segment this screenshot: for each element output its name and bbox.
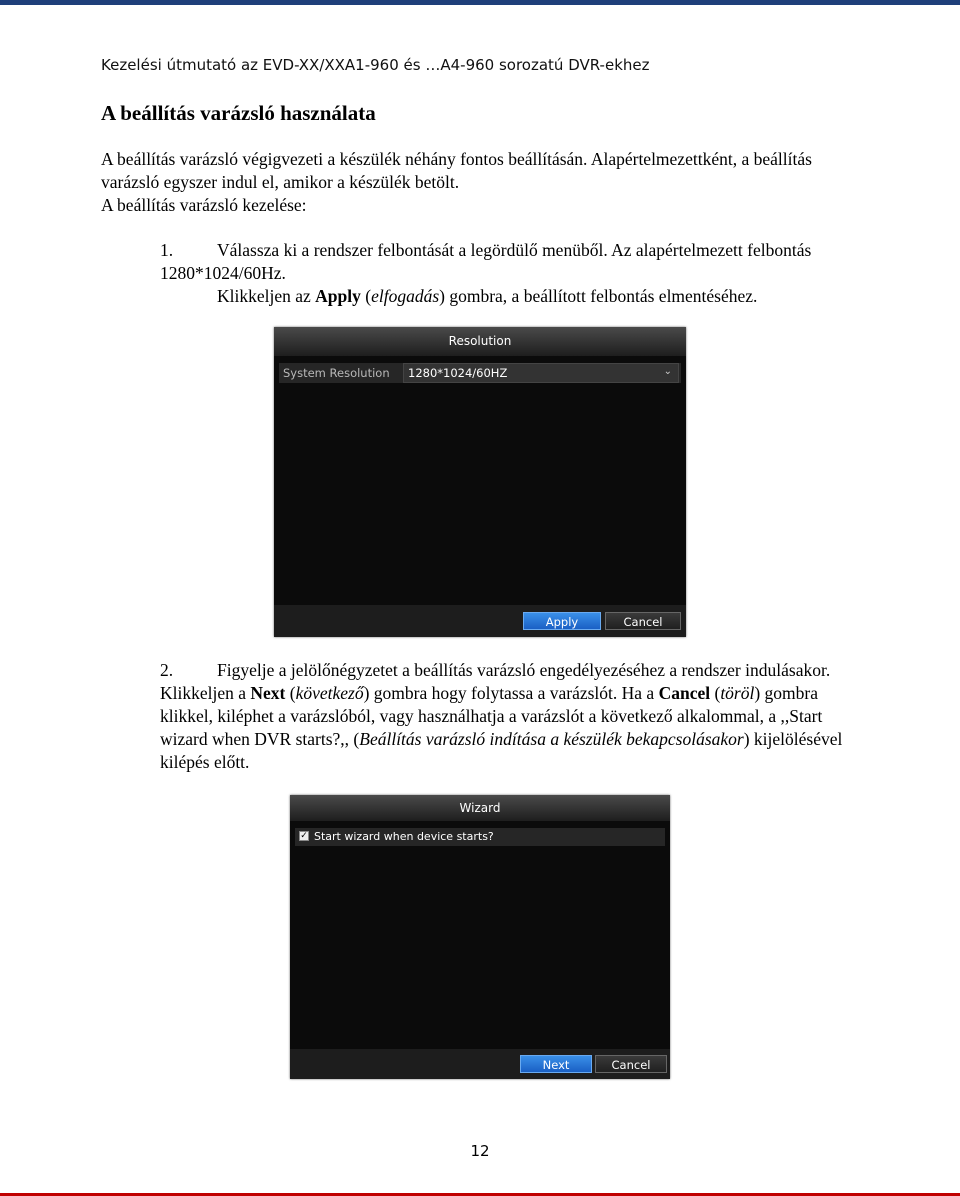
section-heading: A beállítás varázsló használata (101, 101, 376, 125)
resolution-dialog-title: Resolution (274, 327, 686, 356)
resolution-select[interactable] (403, 363, 679, 383)
start-wizard-checkbox[interactable]: ✓ (300, 831, 308, 841)
intro-lead: A beállítás varázsló kezelése: (101, 195, 307, 215)
system-resolution-row (279, 363, 681, 383)
step-2-text-5: ) gombra klikkel, kiléphet a varázslóból, vagy használhatja a varázslót a következő alkalommal, a ,,Start wizard when DVR starts?,, ( (160, 683, 823, 749)
page-number: 12 (470, 1142, 490, 1160)
intro-text: A beállítás varázsló végigvezeti a készülék néhány fontos beállításán. Alapértelmezettként, a beállítás varázsló egyszer indul el, amikor a készülék betölt. (101, 149, 812, 192)
running-header: Kezelési útmutató az EVD-XX/XXA1-960 és …A4-960 sorozatú DVR-ekhez (101, 56, 650, 74)
resolution-select-value: 1280*1024/60HZ (408, 366, 508, 380)
cancel-button[interactable]: Cancel (605, 612, 681, 630)
step-2-text-4: ( (710, 683, 721, 703)
apply-button[interactable]: Apply (523, 612, 601, 630)
system-resolution-label: System Resolution (283, 366, 390, 380)
option-translation: Beállítás varázsló indítása a készülék bekapcsolásakor (359, 729, 744, 749)
header-rule (0, 0, 960, 5)
wizard-dialog-title: Wizard (290, 795, 670, 821)
step-1-sub-post: ) gombra, a beállított felbontás elmentéséhez. (439, 286, 758, 306)
wizard-dialog-footer (290, 1049, 670, 1079)
apply-translation: elfogadás (371, 286, 440, 306)
step-2-text-6: ) kijelölésével kilépés előtt. (160, 729, 843, 772)
step-1-text: Válassza ki a rendszer felbontását a legördülő menüből. Az alapértelmezett felbontás 1280*1024/60Hz. (160, 240, 812, 283)
resolution-dialog (274, 327, 686, 637)
next-term: Next (250, 683, 286, 703)
step-2-text-1: Figyelje a jelölőnégyzetet a beállítás varázsló engedélyezéséhez a rendszer indulásakor. Klikkeljen a (160, 660, 831, 703)
step-1-number: 1. (160, 240, 174, 260)
step-1-sub-pre: Klikkeljen az (217, 286, 316, 306)
resolution-dialog-footer (274, 605, 686, 637)
step-2-text-2: ( (285, 683, 296, 703)
step-2-number: 2. (160, 660, 174, 680)
next-button[interactable]: Next (520, 1055, 592, 1073)
step-1 (160, 239, 860, 308)
next-translation: következő (295, 683, 364, 703)
cancel-translation: töröl (720, 683, 755, 703)
intro-paragraph (101, 148, 841, 217)
chevron-down-icon: ⌄ (663, 366, 672, 377)
wizard-cancel-button[interactable]: Cancel (595, 1055, 667, 1073)
start-wizard-row[interactable] (295, 828, 665, 846)
step-1-paren: ( (360, 286, 372, 306)
step-2 (160, 659, 860, 774)
cancel-term: Cancel (658, 683, 711, 703)
wizard-dialog (290, 795, 670, 1079)
start-wizard-label: Start wizard when device starts? (314, 830, 494, 843)
apply-term: Apply (315, 286, 361, 306)
step-2-text-3: ) gombra hogy folytassa a varázslót. Ha a (363, 683, 659, 703)
